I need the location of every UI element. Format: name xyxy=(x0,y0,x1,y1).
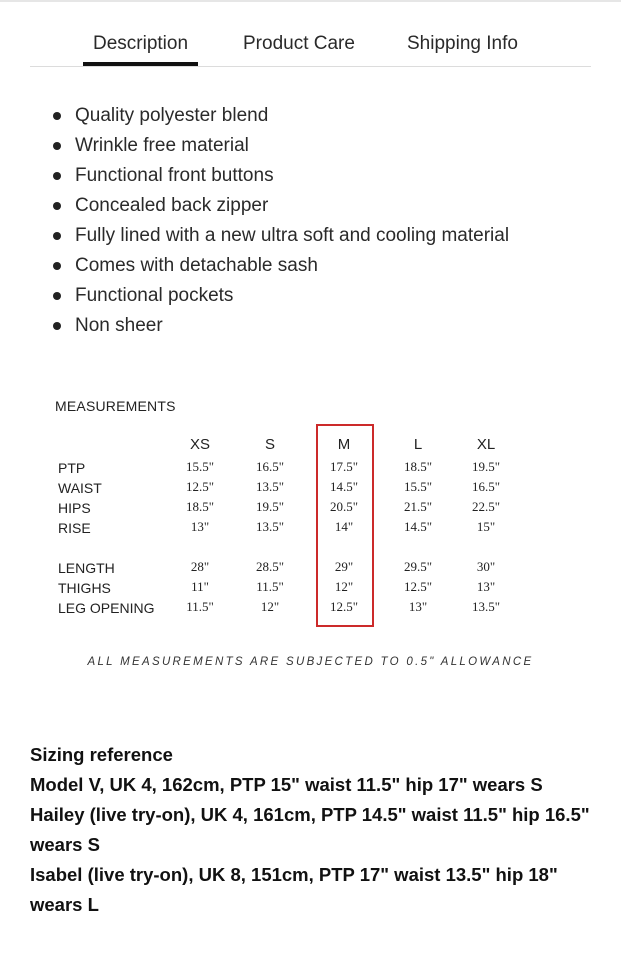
row-label: RISE xyxy=(58,520,91,536)
size-m-highlight xyxy=(316,424,374,627)
list-item: Non sheer xyxy=(52,313,509,343)
row-label: LENGTH xyxy=(58,560,115,576)
size-header-m: M xyxy=(337,436,351,453)
table-cell: 14.5" xyxy=(403,519,433,534)
table-cell: 20.5" xyxy=(329,499,359,514)
table-cell: 18.5" xyxy=(403,459,433,474)
table-cell: 12" xyxy=(260,599,280,614)
sizing-line: Isabel (live try-on), UK 8, 151cm, PTP 17" waist 13.5" hip 18" wears L xyxy=(30,864,558,915)
bullet-icon xyxy=(53,322,61,330)
sizing-line: Model V, UK 4, 162cm, PTP 15" waist 11.5" hip 17" wears S xyxy=(30,774,543,795)
table-cell: 15.5" xyxy=(185,459,215,474)
table-cell: 22.5" xyxy=(471,499,501,514)
table-cell: 28" xyxy=(190,559,210,574)
list-item: Fully lined with a new ultra soft and cooling material xyxy=(52,223,509,253)
table-cell: 12.5" xyxy=(185,479,215,494)
bullet-icon xyxy=(53,112,61,120)
size-header-s: S xyxy=(264,436,275,453)
table-cell: 17.5" xyxy=(329,459,359,474)
row-label: THIGHS xyxy=(58,580,111,596)
list-item: Quality polyester blend xyxy=(52,103,509,133)
bullet-icon xyxy=(53,202,61,210)
table-cell: 30" xyxy=(476,559,496,574)
table-cell: 16.5" xyxy=(255,459,285,474)
bullet-icon xyxy=(53,292,61,300)
table-cell: 11.5" xyxy=(256,579,284,594)
table-cell: 19.5" xyxy=(471,459,501,474)
row-label: WAIST xyxy=(58,480,102,496)
bullet-icon xyxy=(53,262,61,270)
row-label: PTP xyxy=(58,460,86,476)
table-cell: 12.5" xyxy=(403,579,433,594)
bullet-icon xyxy=(53,172,61,180)
table-cell: 11" xyxy=(191,579,209,594)
table-cell: 12" xyxy=(334,579,354,594)
tab-description[interactable]: Description xyxy=(93,33,189,54)
table-cell: 14" xyxy=(334,519,354,534)
list-item: Functional pockets xyxy=(52,283,509,313)
table-cell: 16.5" xyxy=(471,479,501,494)
table-cell: 13" xyxy=(190,519,210,534)
table-cell: 15" xyxy=(476,519,496,534)
bullet-icon xyxy=(53,142,61,150)
table-cell: 13.5" xyxy=(471,599,501,614)
list-item: Functional front buttons xyxy=(52,163,509,193)
measurements-title: MEASUREMENTS xyxy=(55,398,176,414)
table-cell: 19.5" xyxy=(255,499,285,514)
sizing-line: Hailey (live try-on), UK 4, 161cm, PTP 14.5" waist 11.5" hip 16.5" wears S xyxy=(30,804,590,855)
table-cell: 14.5" xyxy=(329,479,359,494)
size-header-xl: XL xyxy=(476,436,496,453)
bullet-icon xyxy=(53,232,61,240)
tab-bar xyxy=(30,0,591,67)
list-item: Comes with detachable sash xyxy=(52,253,509,283)
size-header-xs: XS xyxy=(189,436,210,453)
table-cell: 18.5" xyxy=(185,499,215,514)
table-cell: 13.5" xyxy=(255,519,285,534)
size-header-l: L xyxy=(413,436,423,453)
list-item: Concealed back zipper xyxy=(52,193,509,223)
table-cell: 13.5" xyxy=(255,479,285,494)
table-cell: 13" xyxy=(408,599,428,614)
table-cell: 15.5" xyxy=(403,479,433,494)
tab-shipping-info[interactable]: Shipping Info xyxy=(407,33,518,54)
row-label: LEG OPENING xyxy=(58,600,155,616)
sizing-heading: Sizing reference xyxy=(30,744,173,765)
table-cell: 11.5" xyxy=(186,599,214,614)
table-cell: 29" xyxy=(334,559,354,574)
table-cell: 21.5" xyxy=(403,499,433,514)
allowance-note: ALL MEASUREMENTS ARE SUBJECTED TO 0.5" ALLOWANCE xyxy=(87,656,534,668)
table-cell: 28.5" xyxy=(255,559,285,574)
tab-product-care[interactable]: Product Care xyxy=(243,33,355,54)
table-cell: 13" xyxy=(476,579,496,594)
feature-list xyxy=(52,103,509,343)
sizing-reference xyxy=(30,740,610,920)
table-cell: 12.5" xyxy=(329,599,359,614)
list-item: Wrinkle free material xyxy=(52,133,509,163)
table-cell: 29.5" xyxy=(403,559,433,574)
row-label: HIPS xyxy=(58,500,91,516)
